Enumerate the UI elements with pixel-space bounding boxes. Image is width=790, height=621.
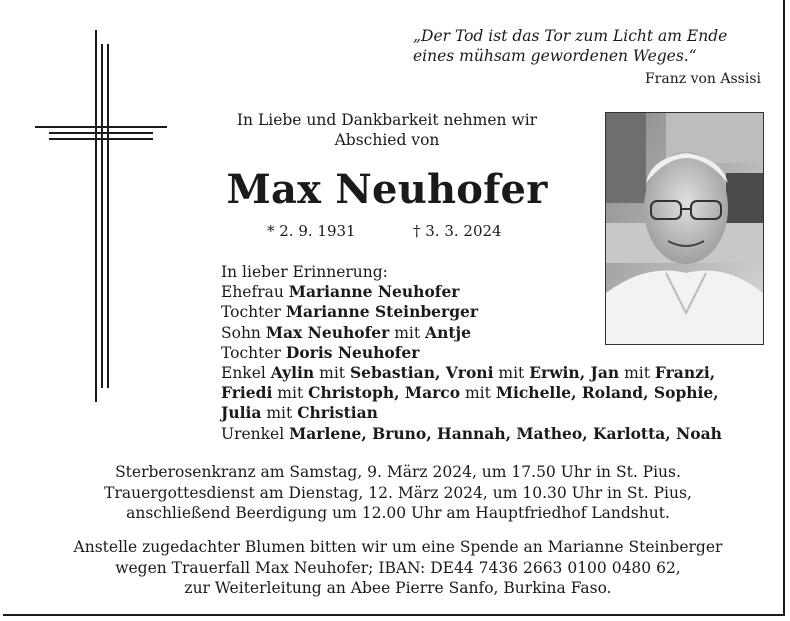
relation-text: Tochter — [221, 303, 286, 322]
relation-text: Enkel — [221, 364, 271, 383]
donation-line-1: Anstelle zugedachter Blumen bitten wir um eine Spende an Marianne Steinberger — [73, 538, 723, 556]
donation-line-3: zur Weiterleitung an Abee Pierre Sanfo, Burkina Faso. — [184, 579, 612, 597]
relative-name: Marianne Neuhofer — [288, 282, 460, 302]
intro-text — [221, 110, 553, 150]
service-line-3: anschließend Beerdigung um 12.00 Uhr am Hauptfriedhof Landshut. — [126, 504, 670, 522]
donation-line-2: wegen Trauerfall Max Neuhofer; IBAN: DE44 7436 2663 0100 0480 62, — [115, 558, 681, 577]
relative-name: Julia — [221, 403, 262, 423]
relation-text: mit — [493, 364, 530, 383]
relation-text: Ehefrau — [221, 283, 289, 302]
memory-line — [221, 323, 741, 343]
deceased-name: Max Neuhofer — [226, 166, 548, 213]
relative-name: Doris Neuhofer — [285, 342, 420, 362]
service-info — [43, 462, 753, 524]
relation-text: Tochter — [221, 343, 286, 362]
relation-text: mit — [460, 384, 496, 403]
relation-text: mit — [619, 364, 655, 383]
relation-text: Sohn — [221, 323, 266, 342]
quote-author: Franz von Assisi — [644, 71, 761, 87]
memory-line — [221, 343, 741, 363]
memory-line — [221, 302, 741, 322]
memory-lines — [221, 282, 741, 444]
memory-line — [221, 424, 741, 444]
relation-text: mit — [314, 364, 350, 383]
relation-text: mit — [389, 323, 426, 342]
birth-date: * 2. 9. 1931 — [267, 222, 356, 240]
intro-line-1: In Liebe und Dankbarkeit nehmen wir — [236, 111, 538, 129]
service-line-2: Trauergottesdienst am Dienstag, 12. März 2024, um 10.30 Uhr in St. Pius, — [104, 483, 692, 502]
memory-heading: In lieber Erinnerung: — [221, 263, 388, 281]
obituary-notice — [3, 0, 785, 616]
death-date: † 3. 3. 2024 — [413, 222, 502, 240]
memory-line — [221, 403, 741, 423]
memory-line — [221, 363, 741, 383]
cross-icon — [33, 30, 173, 402]
relation-text: Urenkel — [221, 424, 290, 443]
relative-name: Christian — [297, 403, 378, 423]
memory-line — [221, 282, 741, 302]
relative-name: Friedi — [221, 383, 273, 403]
relative-name: Franzi, — [654, 363, 716, 383]
donation-info — [33, 537, 763, 599]
relative-name: Max Neuhofer — [265, 322, 390, 342]
relative-name: Marlene, Bruno, Hannah, Matheo, Karlotta, Noah — [289, 423, 722, 443]
intro-line-2: Abschied von — [334, 131, 440, 149]
memory-list — [221, 262, 741, 444]
relation-text: mit — [261, 404, 298, 423]
relative-name: Marianne Steinberger — [285, 302, 479, 322]
relative-name: Christoph, Marco — [308, 383, 461, 403]
relative-name: Antje — [425, 322, 471, 342]
relative-name: Erwin, Jan — [529, 363, 620, 383]
quote-line-1: „Der Tod ist das Tor zum Licht am Ende — [413, 27, 728, 45]
relative-name: Michelle, Roland, Sophie, — [495, 383, 719, 403]
relation-text: mit — [272, 384, 309, 403]
relative-name: Sebastian, Vroni — [349, 363, 494, 383]
service-line-1: Sterberosenkranz am Samstag, 9. März 2024, um 17.50 Uhr in St. Pius. — [115, 463, 681, 481]
relative-name: Aylin — [270, 363, 315, 383]
memory-line — [221, 383, 741, 403]
quote-line-2: eines mühsam gewordenen Weges.“ — [413, 47, 697, 65]
quote — [383, 26, 761, 66]
